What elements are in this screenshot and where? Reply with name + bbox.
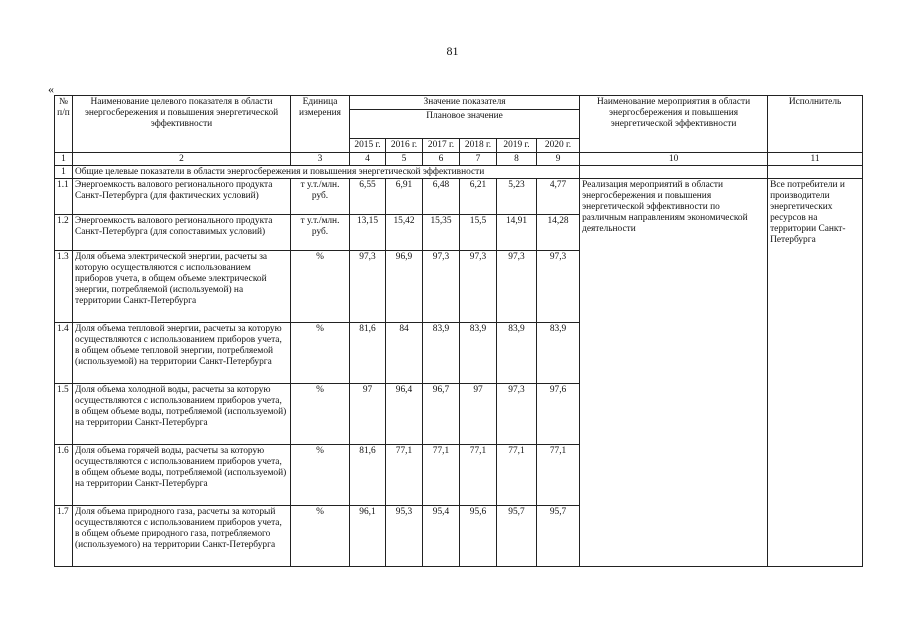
column-number: 1: [55, 153, 73, 166]
column-number: 9: [537, 153, 580, 166]
indicators-table: [54, 95, 863, 567]
row-number: 1.6: [55, 445, 73, 506]
row-indicator-name: Доля объема холодной воды, расчеты за которую осуществляются с использованием приборов учета, в общем объеме воды, потребляемой (используемой) на территории Санкт-Петербурга: [73, 384, 291, 445]
header-unit: Единица измерения: [291, 96, 350, 153]
row-unit: %: [291, 384, 350, 445]
column-number: 3: [291, 153, 350, 166]
row-number: 1.2: [55, 215, 73, 251]
row-value: 15,42: [386, 215, 423, 251]
row-unit: %: [291, 323, 350, 384]
row-value: 77,1: [537, 445, 580, 506]
header-year: 2015 г.: [350, 139, 386, 153]
row-value: 77,1: [423, 445, 460, 506]
row-indicator-name: Доля объема горячей воды, расчеты за которую осуществляются с использованием приборов учета, в общем объеме воды, потребляемой (используемой) на территории Санкт-Петербурга: [73, 445, 291, 506]
header-measure: Наименование мероприятия в области энергосбережения и повышения энергетической эффективности: [580, 96, 768, 153]
row-value: 95,7: [537, 506, 580, 567]
row-number: 1.7: [55, 506, 73, 567]
row-value: 95,6: [460, 506, 497, 567]
row-unit: %: [291, 445, 350, 506]
row-value: 97,3: [350, 251, 386, 323]
section-number: 1: [55, 166, 73, 179]
executor-cell: Все потребители и производители энергетических ресурсов на территории Санкт-Петербурга: [768, 179, 863, 567]
row-value: 95,7: [497, 506, 537, 567]
row-indicator-name: Доля объема тепловой энергии, расчеты за которую осуществляются с использованием приборов учета, в общем объеме тепловой энергии, потребляемой (используемой) на территории Санкт-Петербурга: [73, 323, 291, 384]
header-executor: Исполнитель: [768, 96, 863, 153]
row-value: 96,4: [386, 384, 423, 445]
row-indicator-name: Энергоемкость валового регионального продукта Санкт-Петербурга (для сопоставимых условий): [73, 215, 291, 251]
row-value: 83,9: [497, 323, 537, 384]
row-value: 83,9: [537, 323, 580, 384]
row-unit: т у.т./млн. руб.: [291, 179, 350, 215]
row-value: 97,3: [460, 251, 497, 323]
row-value: 77,1: [497, 445, 537, 506]
row-value: 96,1: [350, 506, 386, 567]
column-number: 4: [350, 153, 386, 166]
measure-cell: Реализация мероприятий в области энергосбережения и повышения энергетической эффективности по различным направлениям экономической деятельности: [580, 179, 768, 567]
row-value: 96,7: [423, 384, 460, 445]
row-value: 83,9: [423, 323, 460, 384]
row-value: 4,77: [537, 179, 580, 215]
header-year: 2019 г.: [497, 139, 537, 153]
row-value: 6,21: [460, 179, 497, 215]
row-value: 84: [386, 323, 423, 384]
row-value: 97: [350, 384, 386, 445]
column-number: 10: [580, 153, 768, 166]
row-value: 5,23: [497, 179, 537, 215]
header-year: 2016 г.: [386, 139, 423, 153]
row-value: 97,3: [423, 251, 460, 323]
column-number: 6: [423, 153, 460, 166]
row-value: 96,9: [386, 251, 423, 323]
column-number: 5: [386, 153, 423, 166]
row-value: 97,3: [537, 251, 580, 323]
empty-cell: [768, 166, 863, 179]
header-indicator-name: Наименование целевого показателя в области энергосбережения и повышения энергетической эффективности: [73, 96, 291, 153]
row-number: 1.5: [55, 384, 73, 445]
empty-cell: [580, 166, 768, 179]
header-value: Значение показателя: [350, 96, 580, 110]
row-value: 97,6: [537, 384, 580, 445]
column-number: 2: [73, 153, 291, 166]
row-indicator-name: Доля объема природного газа, расчеты за который осуществляются с использованием приборов учета, в общем объеме природного газа, потребляемого (используемого) на территории Санкт-Петербурга: [73, 506, 291, 567]
row-value: 77,1: [386, 445, 423, 506]
row-value: 6,55: [350, 179, 386, 215]
row-indicator-name: Энергоемкость валового регионального продукта Санкт-Петербурга (для фактических условий): [73, 179, 291, 215]
row-value: 95,3: [386, 506, 423, 567]
row-value: 97,3: [497, 384, 537, 445]
header-year: 2017 г.: [423, 139, 460, 153]
row-unit: т у.т./млн. руб.: [291, 215, 350, 251]
row-value: 15,5: [460, 215, 497, 251]
table-row: [55, 179, 863, 215]
row-value: 83,9: [460, 323, 497, 384]
column-number: 7: [460, 153, 497, 166]
row-value: 6,48: [423, 179, 460, 215]
row-unit: %: [291, 506, 350, 567]
row-value: 6,91: [386, 179, 423, 215]
row-value: 97: [460, 384, 497, 445]
row-value: 81,6: [350, 445, 386, 506]
header-num: № п/п: [55, 96, 73, 153]
header-planned: Плановое значение: [350, 110, 580, 139]
section-row: [55, 166, 863, 179]
row-value: 77,1: [460, 445, 497, 506]
row-value: 13,15: [350, 215, 386, 251]
row-number: 1.1: [55, 179, 73, 215]
row-value: 14,91: [497, 215, 537, 251]
column-number: 11: [768, 153, 863, 166]
header-year: 2018 г.: [460, 139, 497, 153]
row-number: 1.3: [55, 251, 73, 323]
row-value: 81,6: [350, 323, 386, 384]
row-indicator-name: Доля объема электрической энергии, расчеты за которую осуществляются с использованием приборов учета, в общем объеме электрической энергии, потребляемой (используемой) на территории Санкт-Петербурга: [73, 251, 291, 323]
section-title: Общие целевые показатели в области энергосбережения и повышения энергетической эффективности: [73, 166, 580, 179]
page-number: 81: [446, 44, 459, 58]
row-value: 15,35: [423, 215, 460, 251]
row-value: 97,3: [497, 251, 537, 323]
row-number: 1.4: [55, 323, 73, 384]
opening-quote: «: [48, 82, 54, 96]
row-value: 14,28: [537, 215, 580, 251]
row-value: 95,4: [423, 506, 460, 567]
column-number: 8: [497, 153, 537, 166]
header-year: 2020 г.: [537, 139, 580, 153]
column-number-row: [55, 153, 863, 166]
row-unit: %: [291, 251, 350, 323]
